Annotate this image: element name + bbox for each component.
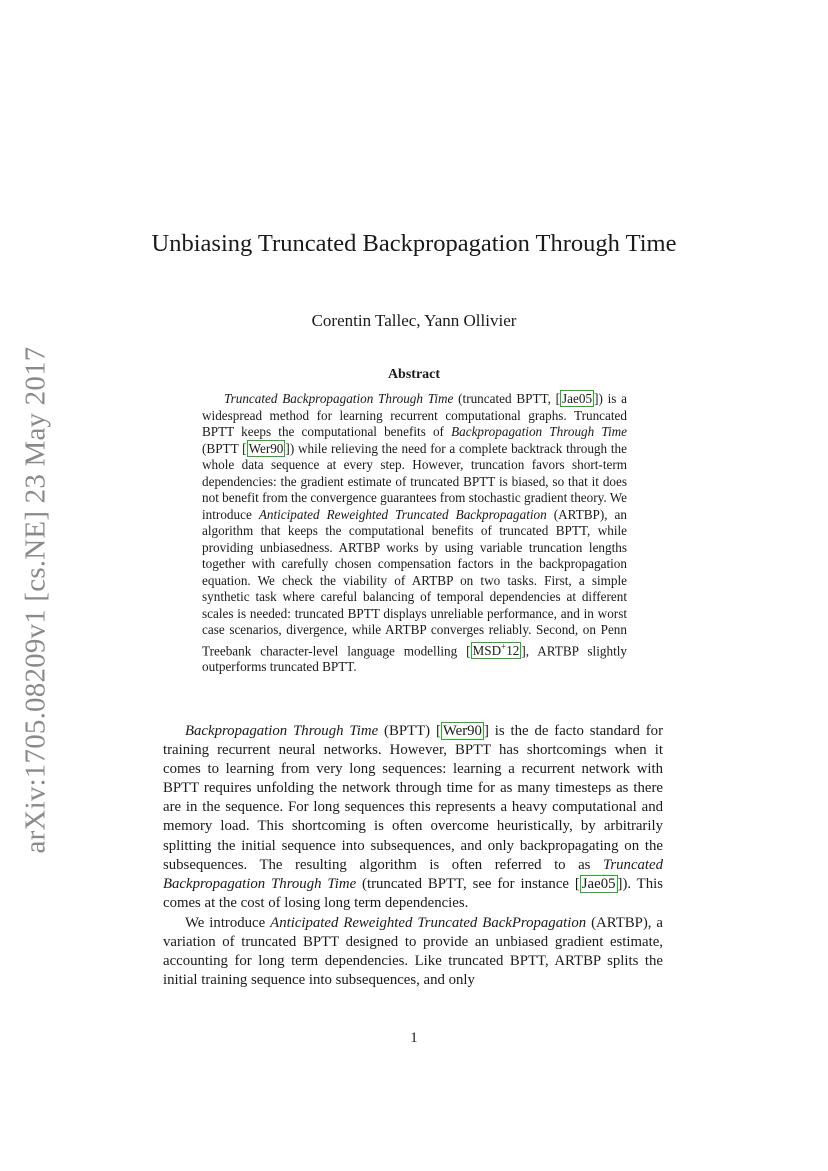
abstract-text-run: , ARTBP slightly outperforms truncated BPTT. bbox=[202, 642, 627, 675]
body-text bbox=[163, 722, 663, 990]
body-text-run: is the de facto standard for training recurrent neural networks. However, BPTT has shortcomings when it comes to learning from very long sequences: learning a recurrent network with BPTT requires unfolding the network through time for as many timesteps as there are in the sequence. For long sequences this represents a heavy computational and memory load. This shortcoming is often overcome heuristically, by arbitrarily splitting the initial sequence into subsequences, and only backpropagating on the subsequences. The resulting algorithm is often referred to as bbox=[163, 723, 663, 873]
abstract-text-run: ) is a widespread method for learning recurrent computational graphs. Truncated BPTT keeps the computational benefits of bbox=[202, 391, 628, 439]
body-text-run: ). This comes at the cost of losing long term dependencies. bbox=[163, 875, 663, 911]
page-number: 1 bbox=[410, 1030, 418, 1046]
body-text-run: (ARTBP), a variation of truncated BPTT designed to provide an unbiased gradient estimate, accounting for long term dependencies. Like truncated BPTT, ARTBP splits the initial training sequence into subsequences, and only bbox=[163, 914, 663, 989]
body-emph: Truncated Backpropagation Through Time bbox=[163, 856, 663, 892]
body-emph: Anticipated Reweighted Truncated BackPropagation bbox=[270, 914, 587, 931]
abstract-emph: Truncated Backpropagation Through Time bbox=[224, 391, 454, 406]
arxiv-side-label[interactable]: arXiv:1705.08209v1 [cs.NE] 23 May 2017 bbox=[19, 346, 52, 854]
citation-wer90-body[interactable]: Wer90 bbox=[442, 723, 482, 739]
abstract-heading: Abstract bbox=[387, 367, 441, 382]
abstract-text-run: (ARTBP), an algorithm that keeps the computational benefits of truncated BPTT, while providing unbiasedness. ARTBP works by using variable truncation lengths together with carefully chosen compensation factors in the backpropagation equation. We check the viability of ARTBP on two tasks. First, a simple synthetic task where careful balancing of temporal dependencies at different scales is needed: truncated BPTT displays unreliable performance, and in worst case scenarios, divergence, while ARTBP converges reliably. Second, on Penn Treebank character-level language modelling bbox=[202, 506, 627, 658]
citation-wer90-abstract[interactable]: Wer90 bbox=[248, 440, 284, 456]
body-paragraph-2 bbox=[163, 914, 663, 990]
abstract-emph: Anticipated Reweighted Truncated Backpropagation bbox=[258, 506, 547, 522]
abstract-text-run: (BPTT bbox=[202, 440, 243, 456]
abstract-text: Truncated Backpropagation Through Time (truncated BPTT, [ Jae05 ]) is a widespread method for learning recurrent computational graphs. Truncated BPTT keeps the computational benefits of Backpropagation Through Time (BPTT [ Wer90 ]) while relieving the need for a complete backtrack through the whole data sequence at every step. However, truncation favors short-term dependencies: the gradient estimate of truncated BPTT is biased, so that it does not benefit from the convergence guarantees from stochastic gradient theory. We introduce Anticipated Reweighted Truncated Backpropagation (ARTBP), an algorithm that keeps the computational benefits of truncated BPTT, while providing unbiasedness. ARTBP works by using variable truncation lengths together with carefully chosen compensation factors in the backpropagation equation. We check the viability of ARTBP on two tasks. First, a simple synthetic task where careful balancing of temporal dependencies at different scales is needed: truncated BPTT displays unreliable performance, and in worst case scenarios, divergence, while ARTBP converges reliably. Second, on Penn Treebank character-level language modelling [ MSD+12 ], ARTBP slightly outperforms truncated BPTT. bbox=[202, 391, 628, 675]
citation-jae05-body[interactable]: Jae05 bbox=[581, 875, 616, 892]
paper-title: Unbiasing Truncated Backpropagation Through Time bbox=[151, 230, 677, 257]
abstract-emph: Backpropagation Through Time bbox=[451, 424, 627, 439]
citation-msd12-tail: 12 bbox=[506, 642, 520, 658]
body-emph: Backpropagation Through Time bbox=[185, 723, 379, 739]
citation-msd12-main: MSD bbox=[472, 642, 502, 658]
body-text-run: (truncated BPTT, see for instance bbox=[356, 875, 575, 892]
body-text-run: (BPTT) bbox=[378, 723, 436, 739]
abstract-text-run: ) while relieving the need for a complete backtrack through the whole data sequence at every step. However, truncation favors short-term dependencies: the gradient estimate of truncated BPTT is biased, so that it does not benefit from the convergence guarantees from stochastic gradient theory. We introduce bbox=[202, 440, 627, 522]
citation-msd12-sup: + bbox=[501, 641, 507, 652]
citation-jae05-abstract[interactable]: Jae05 bbox=[562, 391, 593, 406]
paper-authors: Corentin Tallec, Yann Ollivier bbox=[311, 311, 517, 330]
body-paragraph-1: Backpropagation Through Time (BPTT) [ Wer90 ] is the de facto standard for training recurrent neural networks. However, BPTT has shortcomings when it comes to learning from very long sequences: learning a recurrent network with BPTT requires unfolding the network through time for as many timesteps as there are in the sequence. For long sequences this represents a heavy computational and memory load. This shortcoming is often overcome heuristically, by arbitrarily splitting the initial sequence into subsequences, and only backpropagating on the subsequences. The resulting algorithm is often referred to as Truncated Backpropagation Through Time (truncated BPTT, see for instance [ Jae05 ]). This comes at the cost of losing long term dependencies. bbox=[163, 723, 663, 911]
body-text-run: We introduce bbox=[185, 914, 271, 931]
citation-msd12[interactable] bbox=[471, 642, 522, 659]
abstract-text-run: (truncated BPTT, bbox=[453, 391, 556, 406]
